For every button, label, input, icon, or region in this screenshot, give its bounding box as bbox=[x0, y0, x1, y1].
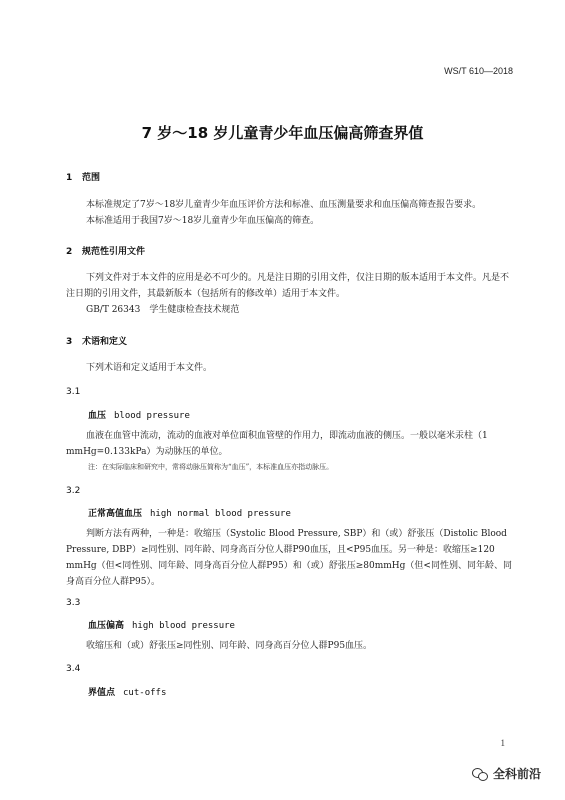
watermark bbox=[472, 765, 541, 782]
term-number: 3.1 bbox=[66, 387, 81, 397]
term-cn: 正常高值血压 bbox=[88, 509, 143, 519]
term-definition: 血液在血管中流动，流动的血液对单位面积血管壁的作用力，即流动血液的侧压。一般以毫米汞柱（1 mmHg=0.133kPa）为动脉压的单位。 bbox=[66, 431, 488, 457]
term-definition: 收缩压和（或）舒张压≥同性别、同年龄、同身高百分位人群P95血压。 bbox=[86, 641, 373, 651]
term-number: 3.2 bbox=[66, 486, 81, 496]
section-number: 3 bbox=[66, 337, 73, 347]
scope-paragraph-1: 本标准规定了7岁～18岁儿童青少年血压评价方法和标准、血压测量要求和血压偏高筛查报告要求。 bbox=[86, 200, 482, 210]
term-high-blood-pressure bbox=[88, 618, 235, 631]
terms-intro: 下列术语和定义适用于本文件。 bbox=[86, 363, 213, 373]
term-en: high normal blood pressure bbox=[150, 509, 291, 519]
document-title: 7 岁～18 岁儿童青少年血压偏高筛查界值 bbox=[141, 124, 424, 142]
term-cn: 血压 bbox=[88, 411, 107, 421]
term-en: cut-offs bbox=[123, 688, 167, 698]
term-cut-offs bbox=[88, 685, 166, 698]
references-paragraph-2: GB/T 26343 学生健康检查技术规范 bbox=[86, 305, 240, 315]
term-number: 3.4 bbox=[66, 664, 81, 674]
term-cn: 界值点 bbox=[88, 688, 116, 698]
section-terms-heading bbox=[66, 334, 127, 347]
term-en: high blood pressure bbox=[132, 621, 235, 631]
page-number: 1 bbox=[500, 738, 505, 748]
watermark-text: 全科前沿 bbox=[492, 767, 541, 781]
term-number: 3.3 bbox=[66, 598, 81, 608]
section-references-heading bbox=[66, 244, 145, 257]
term-definition: 判断方法有两种，一种是：收缩压（Systolic Blood Pressure, SBP）和（或）舒张压（Distolic Blood Pressure, DBP）≥同性别、同年龄、同身高百分位人群P90血压，且<P95血压。另一种是：收缩压≥120 mmHg（但<同性别、同年龄、同身高百分位人群P95）和（或）舒张压≥80mmHg（但<同性别、同年龄、同身高百分位人群P95）。 bbox=[66, 529, 512, 587]
term-en: blood pressure bbox=[114, 411, 190, 421]
section-number: 1 bbox=[66, 173, 73, 183]
term-blood-pressure bbox=[88, 408, 190, 421]
section-title: 术语和定义 bbox=[82, 337, 128, 347]
section-scope-heading bbox=[66, 170, 100, 183]
wechat-icon bbox=[472, 768, 488, 780]
term-high-normal-blood-pressure bbox=[88, 506, 291, 519]
standard-code: WS/T 610—2018 bbox=[444, 66, 513, 76]
references-paragraph-1: 下列文件对于本文件的应用是必不可少的。凡是注日期的引用文件，仅注日期的版本适用于本文件。凡是不注日期的引用文件，其最新版本（包括所有的修改单）适用于本文件。 bbox=[66, 273, 510, 299]
scope-paragraph-2: 本标准适用于我国7岁～18岁儿童青少年血压偏高的筛查。 bbox=[86, 216, 320, 226]
term-cn: 血压偏高 bbox=[88, 621, 125, 631]
term-note: 注：在实际临床和研究中，常将动脉压简称为“血压”，本标准血压亦指动脉压。 bbox=[88, 463, 334, 471]
section-title: 范围 bbox=[82, 173, 101, 183]
section-number: 2 bbox=[66, 247, 73, 257]
section-title: 规范性引用文件 bbox=[82, 247, 146, 257]
